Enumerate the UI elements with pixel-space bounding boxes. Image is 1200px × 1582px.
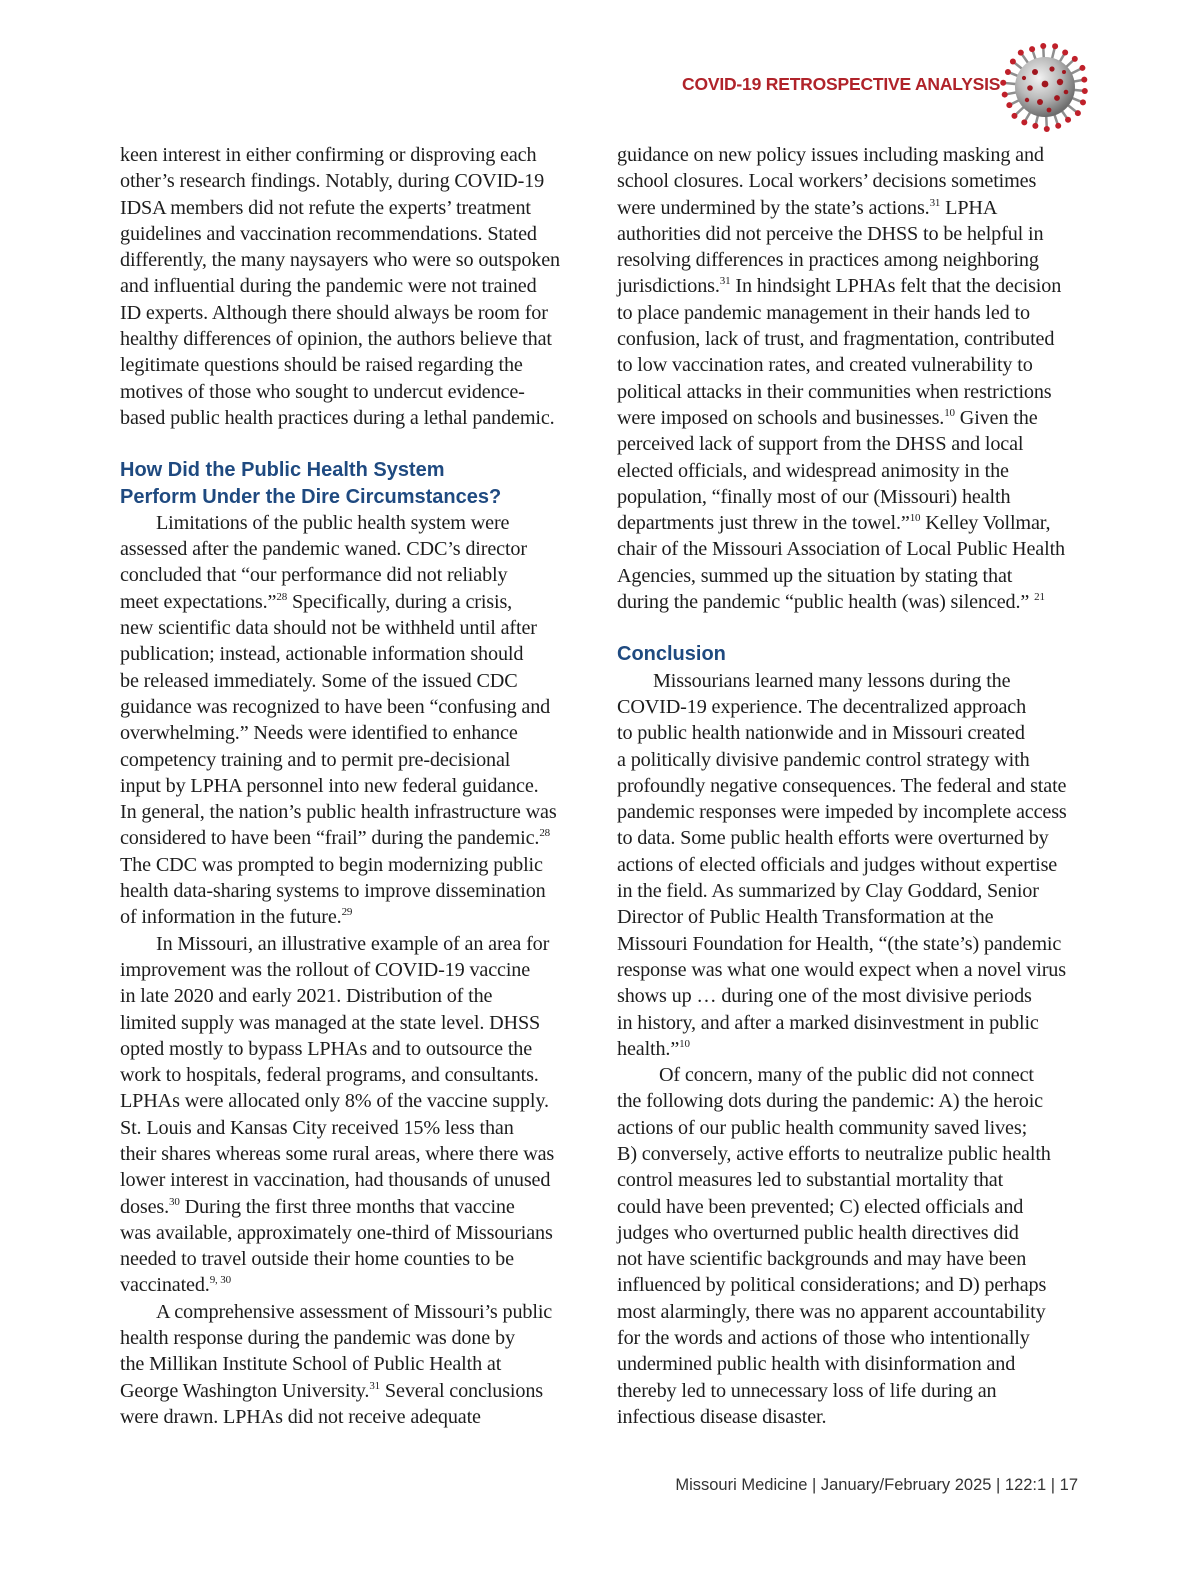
- text-line: guidance on new policy issues including masking and: [617, 144, 1044, 166]
- text-line: to place pandemic management in their hands led to: [617, 301, 1030, 324]
- text-line: jurisdictions.$^{31}$ In hindsight LPHAs felt that the decision: [617, 275, 1062, 298]
- text-line: shows up … during one of the most divisive periods: [617, 985, 1032, 1008]
- text-line: Limitations of the public health system were: [156, 511, 510, 534]
- text-line: competency training and to permit pre-decisional: [120, 748, 511, 771]
- coronavirus-icon: [1000, 42, 1090, 132]
- text-line: the following dots during the pandemic: A) the heroic: [617, 1090, 1043, 1113]
- text-line: their shares whereas some rural areas, where there was: [120, 1142, 555, 1165]
- text-line: profoundly negative consequences. The federal and state: [617, 774, 1067, 797]
- text-line: legitimate questions should be raised regarding the: [120, 354, 523, 377]
- text-line: In general, the nation’s public health infrastructure was: [120, 801, 557, 824]
- text-line: motives of those who sought to undercut evidence-: [120, 380, 525, 403]
- text-line: to low vaccination rates, and created vulnerability to: [617, 354, 1033, 377]
- text-line: other’s research findings. Notably, during COVID-19: [120, 170, 545, 193]
- heading-line: Perform Under the Dire Circumstances?: [120, 485, 502, 508]
- section-heading: Conclusion: [617, 643, 726, 666]
- text-line: B) conversely, active efforts to neutralize public health: [617, 1142, 1051, 1165]
- text-line: were imposed on schools and businesses.$^{10}$ Given the: [617, 406, 1038, 429]
- text-line: pandemic responses were impeded by incomplete access: [617, 801, 1067, 824]
- text-line: during the pandemic “public health (was) silenced.” $^{21}$: [617, 591, 1045, 614]
- text-line: infectious disease disaster.: [617, 1405, 827, 1428]
- text-line: was available, approximately one-third of Missourians: [120, 1221, 553, 1244]
- text-line: elected officials, and widespread animosity in the: [617, 459, 1009, 482]
- text-line: vaccinated.$^{9, 30}$: [120, 1274, 231, 1297]
- text-line: opted mostly to bypass LPHAs and to outsource the: [120, 1037, 533, 1060]
- text-line: influenced by political considerations; and D) perhaps: [617, 1274, 1047, 1297]
- text-line: input by LPHA personnel into new federal guidance.: [120, 774, 539, 797]
- text-line: to public health nationwide and in Missouri created: [617, 722, 1025, 745]
- text-line: were drawn. LPHAs did not receive adequate: [120, 1405, 481, 1428]
- text-line: doses.$^{30}$ During the first three months that vaccine: [120, 1195, 515, 1218]
- text-line: COVID-19 experience. The decentralized approach: [617, 695, 1027, 718]
- text-line: meet expectations.”$^{28}$ Specifically, during a crisis,: [120, 590, 513, 613]
- text-line: publication; instead, actionable information should: [120, 643, 524, 666]
- citation: 29: [341, 906, 353, 919]
- text-line: authorities did not perceive the DHSS to be helpful in: [617, 222, 1044, 245]
- citation: 31: [929, 196, 941, 209]
- text-line: health.”$^{10}$: [617, 1037, 690, 1060]
- text-line: needed to travel outside their home counties to be: [120, 1248, 514, 1271]
- paragraph: [617, 668, 1101, 1062]
- text-line: St. Louis and Kansas City received 15% less than: [120, 1116, 514, 1139]
- text-line: concluded that “our performance did not reliably: [120, 564, 508, 587]
- text-line: a politically divisive pandemic control strategy with: [617, 748, 1030, 771]
- paragraph: [120, 510, 604, 931]
- text-line: overwhelming.” Needs were identified to enhance: [120, 722, 518, 745]
- text-line: George Washington University.$^{31}$ Several conclusions: [120, 1379, 543, 1402]
- text-line: judges who overturned public health directives did: [617, 1221, 1019, 1244]
- text-line: most alarmingly, there was no apparent accountability: [617, 1300, 1046, 1323]
- text-line: work to hospitals, federal programs, and consultants.: [120, 1064, 539, 1087]
- paragraph: [120, 931, 604, 1299]
- text-line: the Millikan Institute School of Public Health at: [120, 1353, 502, 1376]
- text-line: lower interest in vaccination, had thousands of unused: [120, 1169, 551, 1192]
- text-line: LPHAs were allocated only 8% of the vaccine supply.: [120, 1090, 549, 1113]
- text-line: not have scientific backgrounds and may have been: [617, 1248, 1027, 1271]
- citation: 31: [719, 275, 731, 288]
- left-column: [120, 142, 604, 1430]
- text-line: The CDC was prompted to begin modernizing public: [120, 853, 543, 876]
- text-line: response was what one would expect when a novel virus: [617, 958, 1066, 981]
- text-line: Missourians learned many lessons during the: [653, 669, 1011, 692]
- paragraph: [617, 1062, 1101, 1430]
- text-line: based public health practices during a lethal pandemic.: [120, 406, 555, 429]
- text-line: improvement was the rollout of COVID-19 vaccine: [120, 958, 531, 981]
- text-line: healthy differences of opinion, the authors believe that: [120, 328, 552, 351]
- text-line: new scientific data should not be withheld until after: [120, 617, 537, 640]
- citation: 31: [369, 1379, 381, 1392]
- text-line: health data-sharing systems to improve dissemination: [120, 880, 546, 903]
- text-line: actions of our public health community saved lives;: [617, 1116, 1028, 1139]
- paragraph: [617, 142, 1101, 615]
- text-line: departments just threw in the towel.”$^{10}$ Kelley Vollmar,: [617, 512, 1051, 535]
- text-line: thereby led to unnecessary loss of life during an: [617, 1379, 997, 1402]
- citation: 10: [679, 1037, 690, 1050]
- citation: 28: [276, 590, 288, 603]
- text-line: guidelines and vaccination recommendations. Stated: [120, 222, 537, 245]
- text-line: were undermined by the state’s actions.$^{31}$ LPHA: [617, 196, 998, 219]
- text-line: Missouri Foundation for Health, “(the state’s) pandemic: [617, 932, 1062, 955]
- text-line: limited supply was managed at the state level. DHSS: [120, 1011, 541, 1034]
- citation: 10: [909, 512, 921, 525]
- text-line: guidance was recognized to have been “confusing and: [120, 695, 551, 718]
- text-line: control measures led to substantial mortality that: [617, 1169, 1004, 1192]
- text-line: chair of the Missouri Association of Local Public Health: [617, 538, 1065, 561]
- text-line: resolving differences in practices among neighboring: [617, 249, 1039, 272]
- citation: 28: [539, 827, 551, 840]
- text-line: IDSA members did not refute the experts’ treatment: [120, 196, 531, 219]
- text-line: Agencies, summed up the situation by stating that: [617, 564, 1013, 587]
- text-line: differently, the many naysayers who were so outspoken: [120, 249, 560, 272]
- text-line: health response during the pandemic was done by: [120, 1327, 515, 1350]
- header-title: COVID-19 RETROSPECTIVE ANALYSIS: [682, 74, 1001, 94]
- text-line: political attacks in their communities when restrictions: [617, 380, 1052, 403]
- citation: 30: [169, 1195, 180, 1208]
- text-line: undermined public health with disinformation and: [617, 1353, 1016, 1376]
- text-line: in history, and after a marked disinvestment in public: [617, 1011, 1039, 1034]
- right-column: [617, 142, 1101, 1430]
- text-line: could have been prevented; C) elected officials and: [617, 1195, 1024, 1218]
- text-line: school closures. Local workers’ decisions sometimes: [617, 170, 1037, 193]
- text-line: population, “finally most of our (Missouri) health: [617, 485, 1011, 508]
- section-heading: [120, 457, 604, 510]
- text-line: A comprehensive assessment of Missouri’s public: [156, 1300, 553, 1323]
- text-line: Director of Public Health Transformation at the: [617, 906, 994, 929]
- text-line: in late 2020 and early 2021. Distribution of the: [120, 985, 493, 1008]
- text-line: actions of elected officials and judges without expertise: [617, 853, 1058, 876]
- text-line: In Missouri, an illustrative example of an area for: [156, 932, 550, 955]
- paragraph: [120, 1299, 604, 1430]
- text-line: to data. Some public health efforts were overturned by: [617, 827, 1049, 850]
- intro-paragraph: [120, 142, 604, 431]
- text-line: perceived lack of support from the DHSS and local: [617, 433, 1024, 456]
- text-line: considered to have been “frail” during the pandemic.$^{28}$: [120, 827, 551, 850]
- citation: 21: [1034, 591, 1045, 604]
- citation: 9, 30: [209, 1274, 231, 1287]
- page-footer: Missouri Medicine | January/February 2025 | 122:1 | 17: [675, 1476, 1078, 1494]
- text-line: assessed after the pandemic waned. CDC’s director: [120, 538, 527, 561]
- text-line: confusion, lack of trust, and fragmentation, contributed: [617, 328, 1055, 351]
- citation: 10: [944, 406, 955, 419]
- heading-line: How Did the Public Health System: [120, 459, 445, 482]
- text-line: and influential during the pandemic were not trained: [120, 275, 537, 298]
- text-line: ID experts. Although there should always be room for: [120, 301, 548, 324]
- text-line: keen interest in either confirming or disproving each: [120, 144, 537, 166]
- text-line: for the words and actions of those who intentionally: [617, 1327, 1030, 1350]
- text-line: in the field. As summarized by Clay Goddard, Senior: [617, 880, 1039, 903]
- text-line: Of concern, many of the public did not connect: [659, 1064, 1034, 1087]
- text-line: be released immediately. Some of the issued CDC: [120, 669, 518, 692]
- text-line: of information in the future.$^{29}$: [120, 906, 353, 929]
